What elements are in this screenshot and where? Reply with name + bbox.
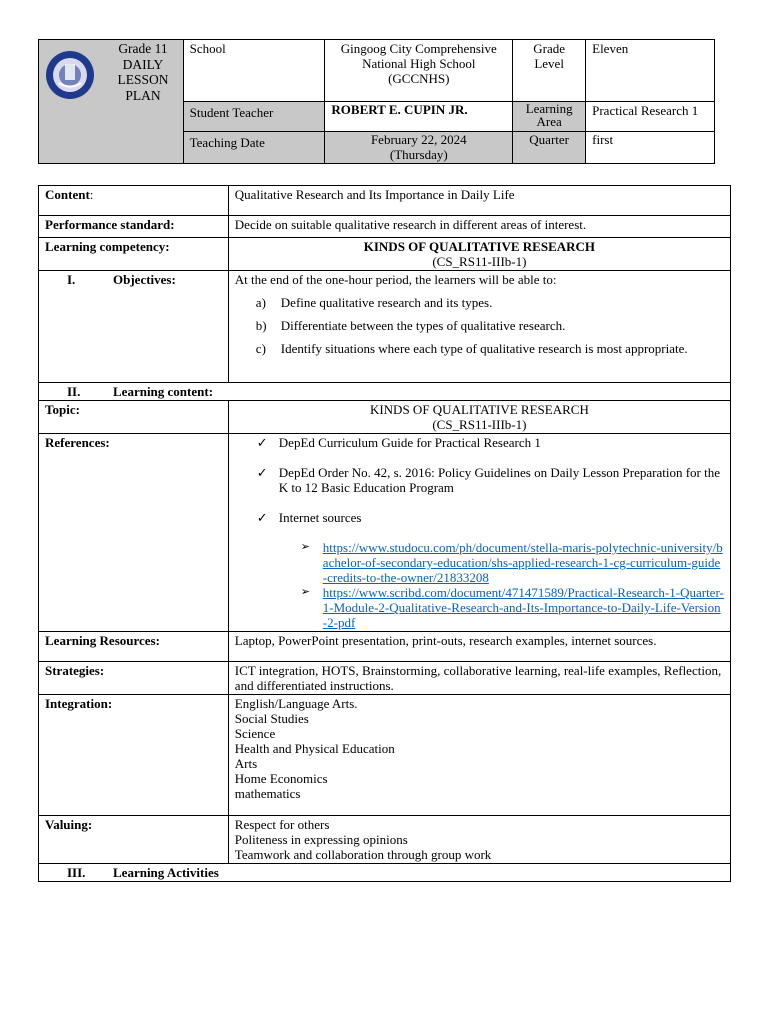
section-number: II. [67,384,81,399]
grade-label [513,40,586,102]
list-item [257,465,724,495]
area-label [513,102,586,132]
header-table [38,39,715,164]
objectives-value [228,271,730,383]
grade-label-line: Level [534,56,564,71]
references-label: References: [39,434,229,632]
valuing-item: Respect for others [234,817,330,832]
list-text: Identify situations where each type of qualitative research is most appropriate. [280,341,688,356]
school-value [325,40,513,102]
checkmark-icon: ✓ [256,435,268,450]
list-item [235,291,724,314]
learning-content-heading [39,383,731,401]
table-row [39,271,731,383]
references-value [228,434,730,632]
topic-label: Topic: [39,401,229,434]
list-item [257,510,724,525]
reference-text: Internet sources [278,510,362,525]
integration-label: Integration: [39,695,229,816]
integration-item: Health and Physical Education [234,741,395,756]
content-label [39,186,229,216]
title-line: DAILY [122,56,164,72]
school-line: Gingoog City Comprehensive [340,41,497,56]
table-row [39,216,731,238]
integration-item: Arts [234,756,258,771]
title-line: LESSON [117,72,169,87]
quarter-value: first [586,132,715,164]
list-item [257,435,724,450]
objectives-label [39,271,229,383]
list-text: Define qualitative research and its types. [280,295,493,310]
reference-link[interactable]: https://www.studocu.com/ph/document/stella-maris-polytechnic-university/bachelor-of-secondary-education/shs-applied-research-1-cg-curriculum-guide-credits-to-the-owner/21833208 [322,540,723,585]
integration-item: Social Studies [234,711,309,726]
topic-value [228,401,730,434]
resources-label: Learning Resources: [39,632,229,662]
table-row [39,816,731,864]
list-marker: c) [255,341,266,356]
objectives-intro: At the end of the one-hour period, the learners will be able to: [234,272,557,287]
section-title: Learning Activities [113,865,219,880]
lesson-plan-table [38,185,731,882]
page-title [101,41,185,103]
grade-value: Eleven [586,40,715,102]
table-row [39,434,731,632]
list-item [301,585,724,630]
area-label-line: Area [536,114,562,129]
competency-title: KINDS OF QUALITATIVE RESEARCH [363,239,596,254]
school-line: National High School [362,56,476,71]
area-value: Practical Research 1 [586,102,715,132]
quarter-label: Quarter [513,132,586,164]
school-line: (GCCNHS) [388,71,450,86]
valuing-label: Valuing: [39,816,229,864]
list-item [235,337,724,360]
arrow-bullet-icon: ➢ [300,586,311,598]
checkmark-icon: ✓ [256,510,268,525]
date-line: (Thursday) [389,147,448,162]
list-marker: b) [255,318,267,333]
content-label-text: Content [45,187,90,202]
performance-label: Performance standard: [39,216,229,238]
date-value [325,132,513,164]
date-line: February 22, 2024 [370,132,467,147]
table-row [39,401,731,434]
integration-item: Home Economics [234,771,328,786]
teacher-label: Student Teacher [183,102,325,132]
reference-link[interactable]: https://www.scribd.com/document/471471589/Practical-Research-1-Quarter-1-Module-2-Qualitative-Research-and-Its-Importance-to-Daily-Life-Version-2-pdf [322,585,724,630]
objectives-list [235,291,724,360]
grade-label-line: Grade [533,41,566,56]
resources-value: Laptop, PowerPoint presentation, print-outs, research examples, internet sources. [228,632,730,662]
valuing-item: Politeness in expressing opinions [234,832,408,847]
reference-text: DepEd Order No. 42, s. 2016: Policy Guidelines on Daily Lesson Preparation for the K to 12 Basic Education Program [278,465,720,495]
topic-title: KINDS OF QUALITATIVE RESEARCH [369,402,589,417]
section-number: III. [67,865,86,880]
date-label: Teaching Date [183,132,325,164]
reference-text: DepEd Curriculum Guide for Practical Research 1 [278,435,541,450]
list-text: Differentiate between the types of qualitative research. [280,318,566,333]
list-item [235,314,724,337]
integration-item: Science [234,726,276,741]
checkmark-icon: ✓ [256,465,268,480]
integration-value [228,695,730,816]
valuing-item: Teamwork and collaboration through group work [234,847,492,862]
title-line: Grade 11 [118,41,168,56]
competency-value [228,238,730,271]
strategies-value: ICT integration, HOTS, Brainstorming, collaborative learning, real-life examples, Reflection, and differentiated instructions. [228,662,730,695]
section-number: I. [67,272,76,287]
table-row [39,186,731,216]
section-title: Objectives: [113,272,176,287]
section-title: Learning content: [113,384,214,399]
title-cell [39,40,184,164]
learning-activities-heading [39,864,731,882]
table-row [39,238,731,271]
integration-item: mathematics [234,786,301,801]
content-value: Qualitative Research and Its Importance in Daily Life [228,186,730,216]
title-line: PLAN [125,87,161,103]
table-row [39,864,731,882]
arrow-bullet-icon: ➢ [300,541,311,553]
content-colon: : [89,187,94,202]
performance-value: Decide on suitable qualitative research in different areas of interest. [228,216,730,238]
list-item [301,540,724,585]
competency-code: (CS_RS11-IIIb-1) [432,254,527,269]
table-row [39,662,731,695]
table-row [39,695,731,816]
table-row [39,383,731,401]
topic-code: (CS_RS11-IIIb-1) [432,417,527,432]
deped-seal-icon [45,50,95,100]
strategies-label: Strategies: [39,662,229,695]
integration-item: English/Language Arts. [234,696,358,711]
valuing-value [228,816,730,864]
area-label-line: Learning [525,101,573,116]
list-marker: a) [255,295,266,310]
teacher-value: ROBERT E. CUPIN JR. [325,102,513,132]
table-row [39,632,731,662]
competency-label: Learning competency: [39,238,229,271]
school-label: School [183,40,325,102]
